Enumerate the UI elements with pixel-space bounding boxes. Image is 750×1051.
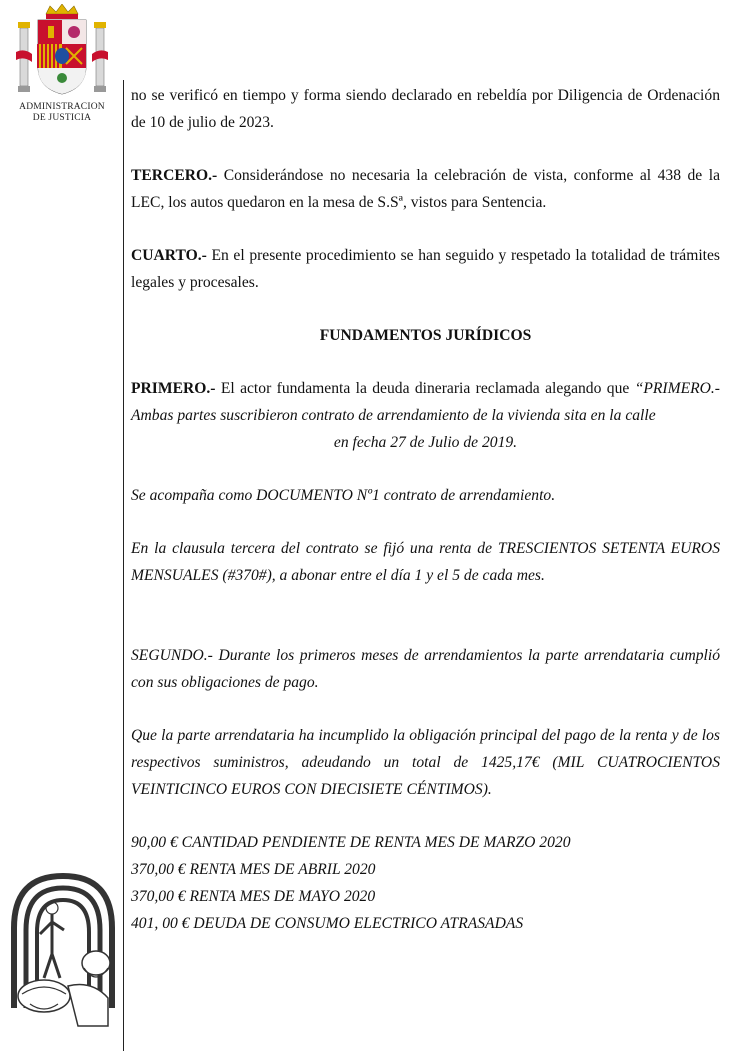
emblem-caption-line-1: ADMINISTRACION [19,102,105,112]
quote-primero: “PRIMERO.- Ambas partes suscribieron contrato de arrendamiento de la vivienda sita en la calle [131,380,720,424]
hercules-lions-icon [8,868,118,1028]
label-cuarto: CUARTO.- [131,247,207,264]
debt-line: 370,00 € RENTA MES DE MAYO 2020 [131,888,376,905]
text-tercero: Considerándose no necesaria la celebración de vista, conforme al 438 de la LEC, los autos quedaron en la mesa de S.Sª, vistos para Sentencia. [131,167,720,211]
emblem-caption-line-2: DE JUSTICIA [32,113,92,123]
paragraph-incumplido: Que la parte arrendataria ha incumplido la obligación principal del pago de la renta y de los respectivos suministros, adeudando un total de 1425,17€ (MIL CUATROCIENTOS VEINTICINCO EUROS CON DIECISIETE CÉNTIMOS). [131,727,720,798]
margin-rule [123,80,124,1051]
label-primero: PRIMERO.- [131,380,216,397]
administracion-justicia-emblem [12,4,112,124]
primero-date: en fecha 27 de Julio de 2019. [333,434,518,451]
label-tercero: TERCERO.- [131,167,218,184]
section-title: FUNDAMENTOS JURÍDICOS [319,327,532,344]
paragraph-document-1: Se acompaña como DOCUMENTO Nº1 contrato de arrendamiento. [131,487,556,504]
paragraph-segundo: SEGUNDO.- Durante los primeros meses de arrendamientos la parte arrendataria cumplió con sus obligaciones de pago. [131,647,720,691]
debt-line: 401, 00 € DEUDA DE CONSUMO ELECTRICO ATRASADAS [131,915,524,932]
debt-line: 90,00 € CANTIDAD PENDIENTE DE RENTA MES DE MARZO 2020 [131,834,571,851]
debt-line: 370,00 € RENTA MES DE ABRIL 2020 [131,861,376,878]
text-cuarto: En el presente procedimiento se han seguido y respetado la totalidad de trámites legales y procesales. [131,247,720,291]
emblem-caption [12,102,112,124]
paragraph-cuarto [131,242,720,296]
coat-of-arms-icon [16,4,108,102]
paragraph-primero [131,375,720,429]
junta-logo [8,868,118,1033]
paragraph-tercero [131,162,720,216]
paragraph-clausula: En la clausula tercera del contrato se fijó una renta de TRESCIENTOS SETENTA EUROS MENSUALES (#370#), a abonar entre el día 1 y el 5 de cada mes. [131,540,720,584]
text-primero: El actor fundamenta la deuda dineraria reclamada alegando que [215,380,635,397]
document-body [131,82,720,937]
paragraph-continuation: no se verificó en tiempo y forma siendo declarado en rebeldía por Diligencia de Ordenación de 10 de julio de 2023. [131,87,720,131]
